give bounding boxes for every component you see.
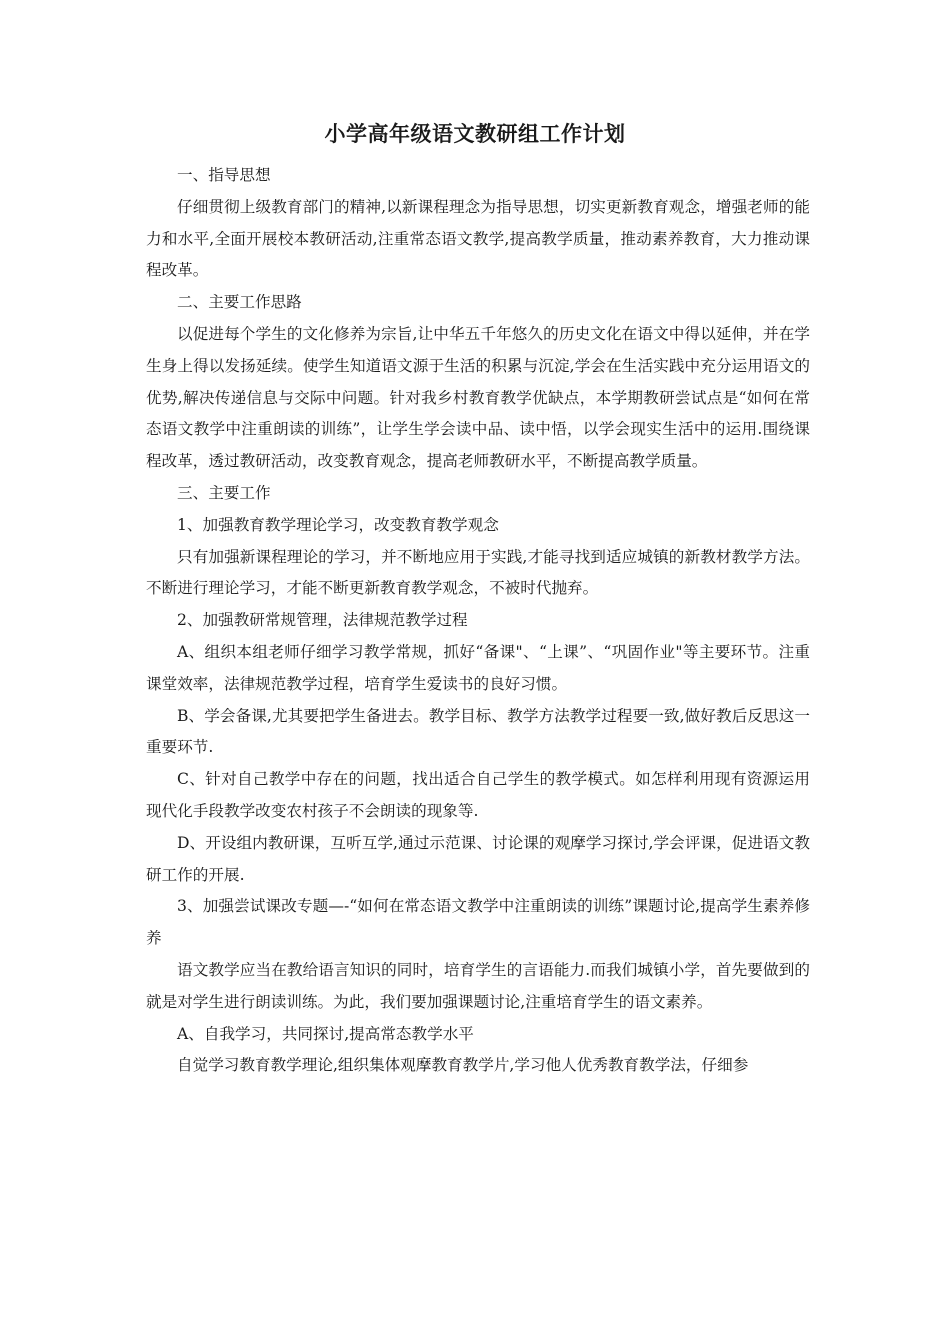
section-heading-guiding-thought: 一、指导思想: [177, 166, 271, 184]
paragraph-item-a: A、组织本组老师仔细学习教学常规，抓好“备课"、“上课”、“巩固作业"等主要环节。注重课堂效率，法律规范教学过程，培育学生爱读书的良好习惯。: [146, 642, 810, 693]
paragraph-item-b: B、学会备课,尤其要把学生备进去。教学目标、教学方法教学过程要一致,做好教后反思这一重要环节.: [146, 706, 810, 757]
document-title: 小学高年级语文教研组工作计划: [324, 121, 626, 146]
paragraph-guiding-thought: 仔细贯彻上级教育部门的精神,以新课程理念为指导思想，切实更新教育观念，增强老师的能力和水平,全面开展校本教研活动,注重常态语文教学,提高教学质量，推动素养教育，大力推动课程改革。: [146, 197, 810, 280]
paragraph-self-study: 自觉学习教育教学理论,组织集体观摩教育教学片,学习他人优秀教育教学法，仔细参: [177, 1056, 749, 1075]
section-heading-main-work: 三、主要工作: [177, 483, 271, 502]
document-body: [146, 160, 810, 1082]
paragraph-item-d: D、开设组内教研课，互听互学,通过示范课、讨论课的观摩学习探讨,学会评课，促进语文教研工作的开展.: [146, 833, 810, 884]
subheading-reform-topic: 3、加强尝试课改专题—-“如何在常态语文教学中注重朗读的训练”课题讨论,提高学生素养修养: [146, 897, 810, 948]
section-heading-work-approach: 二、主要工作思路: [177, 293, 302, 312]
subheading-self-study: A、自我学习，共同探讨,提高常态教学水平: [177, 1024, 474, 1043]
paragraph-reform-topic: 语文教学应当在教给语言知识的同时，培育学生的言语能力.而我们城镇小学，首先要做到的就是对学生进行朗读训练。为此，我们要加强课题讨论,注重培育学生的语文素养。: [146, 960, 810, 1011]
paragraph-work-approach: 以促进每个学生的文化修养为宗旨,让中华五千年悠久的历史文化在语文中得以延伸，并在学生身上得以发扬延续。使学生知道语文源于生活的积累与沉淀,学会在生活实践中充分运用语文的优势,解决传递信息与交际中问题。针对我乡村教育教学优缺点，本学期教研尝试点是“如何在常态语文教学中注重朗读的训练”，让学生学会读中品、读中悟，以学会现实生活中的运用.围绕课程改革，透过教研活动，改变教育观念，提高老师教研水平，不断提高教学质量。: [146, 324, 810, 471]
paragraph-theory-study: 只有加强新课程理论的学习，并不断地应用于实践,才能寻找到适应城镇的新教材教学方法。不断进行理论学习，才能不断更新教育教学观念，不被时代抛弃。: [146, 547, 810, 598]
paragraph-item-c: C、针对自己教学中存在的问题，找出适合自己学生的教学模式。如怎样利用现有资源运用现代化手段教学改变农村孩子不会朗读的现象等.: [146, 770, 810, 820]
subheading-theory-study: 1、加强教育教学理论学习，改变教育教学观念: [177, 515, 499, 534]
subheading-routine-management: 2、加强教研常规管理，法律规范教学过程: [177, 611, 468, 630]
